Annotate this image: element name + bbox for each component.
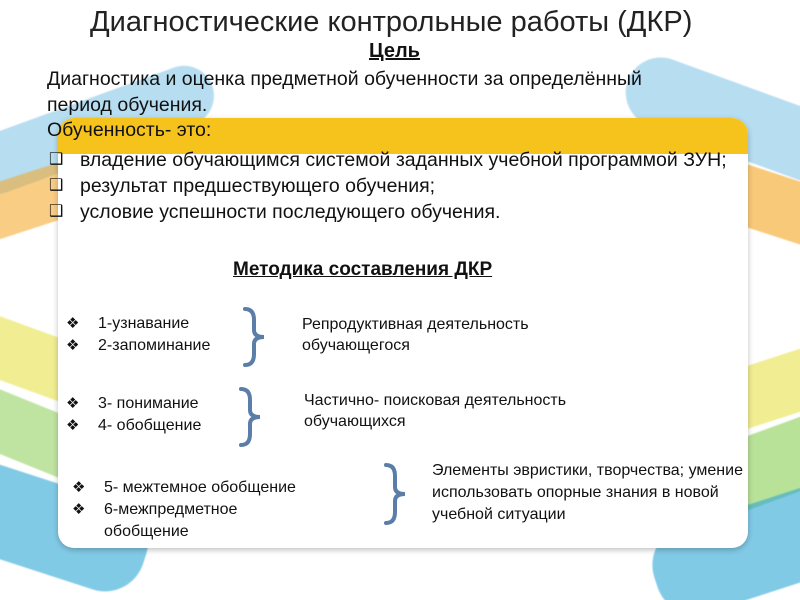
goal-text: Диагностика и оценка предметной обученности за определённый период обучения.	[47, 68, 642, 116]
method-group-3	[72, 477, 362, 543]
right-curly-brace-icon	[242, 306, 268, 368]
method-group-2	[66, 393, 201, 437]
checkbox-icon: ❑	[49, 203, 64, 220]
diamond-cluster-icon: ❖	[66, 315, 80, 332]
list-item	[47, 199, 747, 225]
diamond-cluster-icon: ❖	[72, 501, 86, 518]
list-item	[72, 499, 284, 543]
list-item	[66, 313, 210, 335]
group-item-text: 1-узнавание	[98, 315, 190, 332]
group-item-text: 5- межтемное обобщение	[104, 479, 296, 496]
diamond-cluster-icon: ❖	[66, 417, 80, 434]
group-item-text: 6-межпредметное обобщение	[104, 501, 238, 540]
goal-heading: Цель	[369, 40, 420, 62]
right-curly-brace-icon	[383, 462, 409, 526]
method-heading: Методика составления ДКР	[233, 259, 493, 280]
list-item	[47, 173, 747, 199]
definition-list	[47, 147, 747, 225]
list-item	[66, 335, 210, 357]
list-item	[72, 477, 362, 499]
diamond-cluster-icon: ❖	[66, 395, 80, 412]
definition-item-text: владение обучающимся системой заданных учебной программой ЗУН;	[80, 149, 727, 171]
checkbox-icon: ❑	[49, 151, 64, 168]
diamond-cluster-icon: ❖	[72, 479, 86, 496]
list-item	[47, 147, 747, 173]
group-description: Репродуктивная деятельность обучающегося	[302, 316, 529, 354]
group-item-text: 3- понимание	[98, 395, 199, 412]
list-item	[66, 415, 201, 437]
right-curly-brace-icon	[238, 386, 264, 448]
definition-heading: Обученность- это:	[47, 119, 212, 141]
slide-title: Диагностические контрольные работы (ДКР)	[90, 6, 693, 38]
group-item-text: 2-запоминание	[98, 337, 211, 354]
definition-item-text: результат предшествующего обучения;	[80, 175, 436, 197]
group-description: Частично- поисковая деятельность обучающихся	[304, 392, 567, 430]
diamond-cluster-icon: ❖	[66, 337, 80, 354]
group-description: Элементы эвристики, творчества; умение использовать опорные знания в новой учебной ситуации	[432, 462, 743, 523]
definition-item-text: условие успешности последующего обучения.	[80, 201, 501, 223]
method-group-1	[66, 313, 210, 357]
group-item-text: 4- обобщение	[98, 417, 202, 434]
checkbox-icon: ❑	[49, 177, 64, 194]
list-item	[66, 393, 201, 415]
